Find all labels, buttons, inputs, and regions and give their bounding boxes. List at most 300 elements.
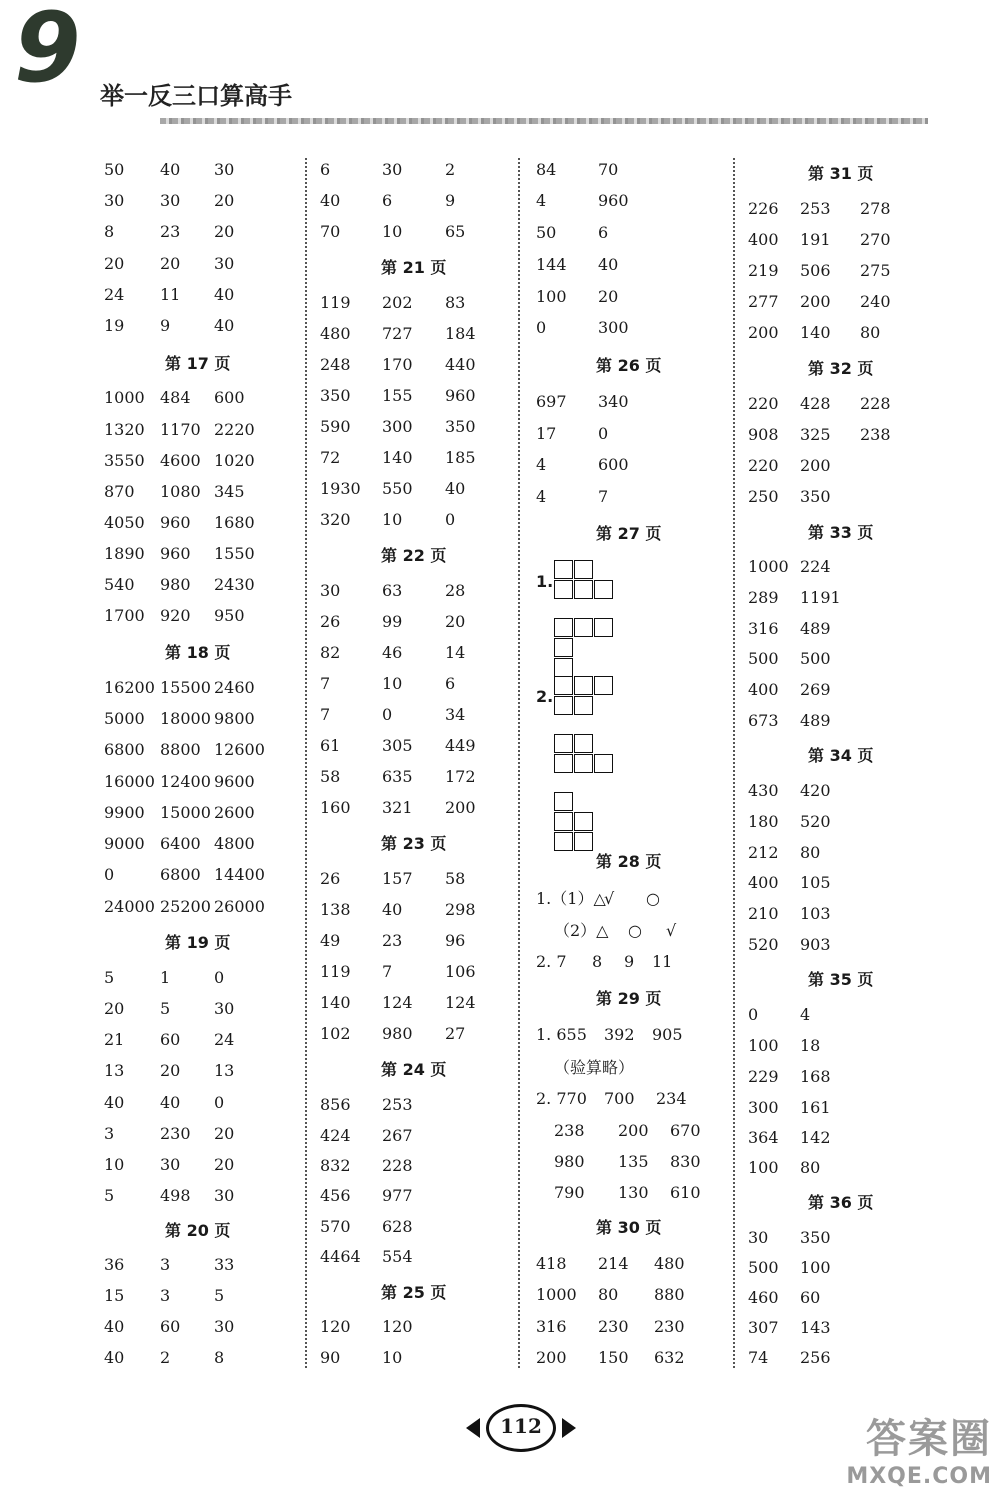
answer-value: 58 bbox=[445, 869, 466, 888]
answer-value: 230 bbox=[160, 1124, 191, 1143]
answer-value: 4050 bbox=[104, 513, 145, 532]
answer-value: 210 bbox=[748, 904, 779, 923]
answer-value: 140 bbox=[800, 323, 831, 342]
answer-value: 350 bbox=[445, 417, 476, 436]
answer-value: 20 bbox=[214, 222, 235, 241]
answer-value: 70 bbox=[320, 222, 341, 241]
answer-value: 590 bbox=[320, 417, 351, 436]
answer-value: 298 bbox=[445, 900, 476, 919]
answer-value: 230 bbox=[654, 1317, 685, 1336]
net-square bbox=[594, 580, 613, 599]
answer-value: 20 bbox=[214, 1155, 235, 1174]
answer-value: 138 bbox=[320, 900, 351, 919]
answer-value: 350 bbox=[800, 487, 831, 506]
answer-value: 4 bbox=[800, 1005, 811, 1024]
answer-value: 832 bbox=[320, 1156, 351, 1175]
answer-value: 727 bbox=[382, 324, 413, 343]
logo-numeral: 9 bbox=[14, 0, 79, 104]
column-divider bbox=[518, 158, 520, 1368]
answer-value: 200 bbox=[536, 1348, 567, 1367]
net-square bbox=[554, 580, 573, 599]
answer-value: 256 bbox=[800, 1348, 831, 1367]
answer-value: 275 bbox=[860, 261, 891, 280]
answer-value: 960 bbox=[160, 544, 191, 563]
net-square bbox=[554, 560, 573, 579]
column-divider bbox=[733, 158, 735, 1368]
answer-value: 908 bbox=[748, 425, 779, 444]
answer-value: 307 bbox=[748, 1318, 779, 1337]
answer-value: 135 bbox=[618, 1152, 649, 1171]
answer-value: 278 bbox=[860, 199, 891, 218]
answer-value: 960 bbox=[598, 191, 629, 210]
net-square bbox=[574, 832, 593, 851]
answer-value: 6 bbox=[598, 223, 609, 242]
answer-value: 9800 bbox=[214, 709, 255, 728]
answer-value: 920 bbox=[160, 606, 191, 625]
answer-value: 253 bbox=[800, 199, 831, 218]
answer-value: 635 bbox=[382, 767, 413, 786]
answer-value: 250 bbox=[748, 487, 779, 506]
net-square bbox=[594, 618, 613, 637]
answer-value: 6 bbox=[382, 191, 393, 210]
net-square bbox=[554, 812, 573, 831]
answer-value: 9600 bbox=[214, 772, 255, 791]
answer-value: 9 bbox=[445, 191, 456, 210]
answer-value: 316 bbox=[748, 619, 779, 638]
answer-value: 100 bbox=[748, 1158, 779, 1177]
answer-value: 30 bbox=[382, 160, 403, 179]
answer-value: 500 bbox=[748, 649, 779, 668]
right-ornament bbox=[562, 1418, 576, 1438]
answer-value: 180 bbox=[748, 812, 779, 831]
answer-value: 520 bbox=[748, 935, 779, 954]
answer-value: 1700 bbox=[104, 606, 145, 625]
answer-value: 100 bbox=[748, 1036, 779, 1055]
section-page-heading: 第 28 页 bbox=[596, 852, 662, 871]
answer-value: 600 bbox=[214, 388, 245, 407]
watermark bbox=[846, 1407, 992, 1489]
answer-value: 977 bbox=[382, 1186, 413, 1205]
answer-value: 980 bbox=[382, 1024, 413, 1043]
answer-value: 124 bbox=[445, 993, 476, 1012]
answer-value: 305 bbox=[382, 736, 413, 755]
answer-value: 3 bbox=[160, 1255, 171, 1274]
answer-value: 30 bbox=[320, 581, 341, 600]
answer-value: 23 bbox=[382, 931, 403, 950]
answer-value: 670 bbox=[670, 1121, 701, 1140]
answer-value: 1 bbox=[160, 968, 171, 987]
answer-value: 10 bbox=[382, 674, 403, 693]
answer-value: 697 bbox=[536, 392, 567, 411]
answer-value: 20 bbox=[445, 612, 466, 631]
answer-value: 36 bbox=[104, 1255, 125, 1274]
answer-value: 160 bbox=[320, 798, 351, 817]
answer-value: 99 bbox=[382, 612, 403, 631]
answer-value: 554 bbox=[382, 1247, 413, 1266]
answer-value: 224 bbox=[800, 557, 831, 576]
section-page-heading: 第 31 页 bbox=[808, 164, 874, 183]
answer-value: 23 bbox=[160, 222, 181, 241]
answer-value: 489 bbox=[800, 711, 831, 730]
answer-value: 40 bbox=[445, 479, 466, 498]
answer-value: 0 bbox=[445, 510, 456, 529]
answer-value: 80 bbox=[860, 323, 881, 342]
answer-value: 24000 bbox=[104, 897, 155, 916]
answer-value: 350 bbox=[800, 1228, 831, 1247]
answer-value: 9900 bbox=[104, 803, 145, 822]
answer-value: 140 bbox=[320, 993, 351, 1012]
answer-value: 102 bbox=[320, 1024, 351, 1043]
answer-value: 1890 bbox=[104, 544, 145, 563]
answer-value: 2600 bbox=[214, 803, 255, 822]
answer-value: 119 bbox=[320, 962, 351, 981]
answer-value: 856 bbox=[320, 1095, 351, 1114]
answer-value: 72 bbox=[320, 448, 341, 467]
answer-value: 74 bbox=[748, 1348, 769, 1367]
answer-value: 106 bbox=[445, 962, 476, 981]
answer-value: 320 bbox=[320, 510, 351, 529]
answer-value: 65 bbox=[445, 222, 466, 241]
answer-value: 428 bbox=[800, 394, 831, 413]
answer-value: 18000 bbox=[160, 709, 211, 728]
answer-value: 905 bbox=[652, 1025, 683, 1044]
answer-value: 484 bbox=[160, 388, 191, 407]
answer-value: 500 bbox=[800, 649, 831, 668]
answer-value: 15000 bbox=[160, 803, 211, 822]
answer-value: 5000 bbox=[104, 709, 145, 728]
answer-value: 600 bbox=[598, 455, 629, 474]
answer-value: 30 bbox=[214, 1317, 235, 1336]
answer-value: 267 bbox=[382, 1126, 413, 1145]
answer-value: 21 bbox=[104, 1030, 125, 1049]
answer-value: 3550 bbox=[104, 451, 145, 470]
answer-value: 226 bbox=[748, 199, 779, 218]
answer-value: 12600 bbox=[214, 740, 265, 759]
net-square bbox=[554, 696, 573, 715]
answer-value: 24 bbox=[214, 1030, 235, 1049]
answer-value: 10 bbox=[382, 222, 403, 241]
answer-value: 40 bbox=[160, 1093, 181, 1112]
answer-value: 61 bbox=[320, 736, 341, 755]
answer-value: 202 bbox=[382, 293, 413, 312]
answer-value: 277 bbox=[748, 292, 779, 311]
answer-value: 9 bbox=[160, 316, 171, 335]
answer-value: 58 bbox=[320, 767, 341, 786]
answer-value: √ bbox=[604, 889, 615, 908]
section-page-heading: 第 17 页 bbox=[165, 354, 231, 373]
answer-value: 550 bbox=[382, 479, 413, 498]
page-number: 112 bbox=[500, 1414, 542, 1438]
answer-value: 82 bbox=[320, 643, 341, 662]
answer-value: 40 bbox=[104, 1348, 125, 1367]
section-page-heading: 第 20 页 bbox=[165, 1221, 231, 1240]
answer-value: 628 bbox=[382, 1217, 413, 1236]
left-ornament bbox=[466, 1418, 480, 1438]
answer-value: 18 bbox=[800, 1036, 821, 1055]
net-square bbox=[554, 754, 573, 773]
answer-value: 229 bbox=[748, 1067, 779, 1086]
answer-value: 8 bbox=[214, 1348, 225, 1367]
answer-value: 119 bbox=[320, 293, 351, 312]
answer-value: 6400 bbox=[160, 834, 201, 853]
answer-value: 289 bbox=[748, 588, 779, 607]
answer-value: 63 bbox=[382, 581, 403, 600]
answer-value: 219 bbox=[748, 261, 779, 280]
watermark-line-1: 答案圈 bbox=[866, 1416, 992, 1462]
section-page-heading: 第 30 页 bbox=[596, 1218, 662, 1237]
answer-value: 1170 bbox=[160, 420, 201, 439]
answer-value: 90 bbox=[320, 1348, 341, 1367]
answer-value: 170 bbox=[382, 355, 413, 374]
answer-value: 0 bbox=[748, 1005, 759, 1024]
answer-value: 2 bbox=[160, 1348, 171, 1367]
answer-value: 120 bbox=[320, 1317, 351, 1336]
answer-value: 2. 770 bbox=[536, 1089, 587, 1108]
answer-value: 980 bbox=[554, 1152, 585, 1171]
answer-value: 220 bbox=[748, 456, 779, 475]
answer-value: 1. 655 bbox=[536, 1025, 587, 1044]
section-page-heading: 第 18 页 bbox=[165, 643, 231, 662]
section-page-heading: 第 32 页 bbox=[808, 359, 874, 378]
answer-value: 60 bbox=[160, 1030, 181, 1049]
answer-value: 10 bbox=[104, 1155, 125, 1174]
answer-value: 49 bbox=[320, 931, 341, 950]
net-square bbox=[554, 832, 573, 851]
answer-value: 200 bbox=[618, 1121, 649, 1140]
answer-value: 400 bbox=[748, 230, 779, 249]
answer-value: 185 bbox=[445, 448, 476, 467]
net-square bbox=[554, 658, 573, 677]
section-page-heading: 第 27 页 bbox=[596, 524, 662, 543]
answer-value: （验算略） bbox=[554, 1058, 635, 1077]
answer-value: 124 bbox=[382, 993, 413, 1012]
net-square bbox=[594, 754, 613, 773]
answer-value: 364 bbox=[748, 1128, 779, 1147]
question-number: 2. bbox=[536, 687, 554, 706]
answer-value: 253 bbox=[382, 1095, 413, 1114]
answer-value: 28 bbox=[445, 581, 466, 600]
net-square bbox=[554, 638, 573, 657]
answer-value: 30 bbox=[160, 1155, 181, 1174]
answer-value: 4800 bbox=[214, 834, 255, 853]
answer-value: 345 bbox=[214, 482, 245, 501]
answer-value: 489 bbox=[800, 619, 831, 638]
answer-value: 248 bbox=[320, 355, 351, 374]
answer-value: 6800 bbox=[104, 740, 145, 759]
answer-value: 14 bbox=[445, 643, 466, 662]
answer-value: 570 bbox=[320, 1217, 351, 1236]
answer-value: 70 bbox=[598, 160, 619, 179]
answer-value: 15500 bbox=[160, 678, 211, 697]
answer-value: 500 bbox=[748, 1258, 779, 1277]
answer-value: 673 bbox=[748, 711, 779, 730]
net-square bbox=[554, 618, 573, 637]
net-square bbox=[574, 734, 593, 753]
answer-value: 200 bbox=[445, 798, 476, 817]
answer-value: 3 bbox=[104, 1124, 115, 1143]
answer-value: 1191 bbox=[800, 588, 841, 607]
answer-value: 321 bbox=[382, 798, 413, 817]
answer-value: 13 bbox=[214, 1061, 235, 1080]
answer-value: 191 bbox=[800, 230, 831, 249]
answer-value: 40 bbox=[104, 1317, 125, 1336]
answer-value: 420 bbox=[800, 781, 831, 800]
answer-value: 100 bbox=[800, 1258, 831, 1277]
answer-value: 300 bbox=[598, 318, 629, 337]
answer-value: 19 bbox=[104, 316, 125, 335]
section-page-heading: 第 21 页 bbox=[381, 258, 447, 277]
answer-value: 30 bbox=[214, 254, 235, 273]
answer-value: 40 bbox=[214, 316, 235, 335]
answer-value: 7 bbox=[320, 705, 331, 724]
answer-value: 4464 bbox=[320, 1247, 361, 1266]
answer-value: 12400 bbox=[160, 772, 211, 791]
question-number: 1. bbox=[536, 572, 554, 591]
answer-value: 0 bbox=[214, 968, 225, 987]
series-title: 举一反三口算高手 bbox=[100, 82, 292, 110]
answer-value: 4 bbox=[536, 487, 547, 506]
answer-value: 14400 bbox=[214, 865, 265, 884]
answer-value: ○ bbox=[628, 921, 642, 940]
answer-value: 20 bbox=[160, 1061, 181, 1080]
section-page-heading: 第 34 页 bbox=[808, 746, 874, 765]
answer-value: 24 bbox=[104, 285, 125, 304]
answer-value: 80 bbox=[800, 843, 821, 862]
answer-value: 96 bbox=[445, 931, 466, 950]
answer-value: 25200 bbox=[160, 897, 211, 916]
answer-value: √ bbox=[666, 921, 677, 940]
answer-value: 40 bbox=[598, 255, 619, 274]
answer-value: 5 bbox=[160, 999, 171, 1018]
answer-value: 960 bbox=[160, 513, 191, 532]
section-page-heading: 第 24 页 bbox=[381, 1060, 447, 1079]
answer-value: 1680 bbox=[214, 513, 255, 532]
answer-value: 155 bbox=[382, 386, 413, 405]
answer-value: 33 bbox=[214, 1255, 235, 1274]
column-divider bbox=[305, 158, 307, 1368]
answer-value: 50 bbox=[104, 160, 125, 179]
answer-value: 870 bbox=[104, 482, 135, 501]
answer-value: 8 bbox=[592, 952, 603, 971]
answer-value: 0 bbox=[598, 424, 609, 443]
answer-value: 1930 bbox=[320, 479, 361, 498]
net-square bbox=[574, 696, 593, 715]
answer-value: 17 bbox=[536, 424, 557, 443]
answer-value: 540 bbox=[104, 575, 135, 594]
net-square bbox=[554, 734, 573, 753]
answer-value: 700 bbox=[604, 1089, 635, 1108]
section-page-heading: 第 36 页 bbox=[808, 1193, 874, 1212]
answer-value: 960 bbox=[445, 386, 476, 405]
section-page-heading: 第 29 页 bbox=[596, 989, 662, 1008]
answer-value: 27 bbox=[445, 1024, 466, 1043]
answer-value: 103 bbox=[800, 904, 831, 923]
net-square bbox=[574, 618, 593, 637]
answer-value: 20 bbox=[160, 254, 181, 273]
answer-value: 400 bbox=[748, 873, 779, 892]
answer-value: 1320 bbox=[104, 420, 145, 439]
answer-value: 16200 bbox=[104, 678, 155, 697]
answer-value: 30 bbox=[160, 191, 181, 210]
answer-value: 392 bbox=[604, 1025, 635, 1044]
answer-value: 430 bbox=[748, 781, 779, 800]
answer-value: 144 bbox=[536, 255, 567, 274]
answer-value: 172 bbox=[445, 767, 476, 786]
section-page-heading: 第 26 页 bbox=[596, 356, 662, 375]
net-square bbox=[554, 676, 573, 695]
answer-value: 610 bbox=[670, 1183, 701, 1202]
answer-value: 130 bbox=[618, 1183, 649, 1202]
answer-value: 316 bbox=[536, 1317, 567, 1336]
answer-value: 449 bbox=[445, 736, 476, 755]
answer-value: 418 bbox=[536, 1254, 567, 1273]
answer-value: 26000 bbox=[214, 897, 265, 916]
answer-value: 424 bbox=[320, 1126, 351, 1145]
answer-value: 7 bbox=[320, 674, 331, 693]
answer-value: 460 bbox=[748, 1288, 779, 1307]
answer-value: 143 bbox=[800, 1318, 831, 1337]
answer-value: 230 bbox=[598, 1317, 629, 1336]
answer-value: 30 bbox=[748, 1228, 769, 1247]
answer-value: 0 bbox=[536, 318, 547, 337]
answer-value: （2）△ bbox=[554, 921, 609, 940]
answer-value: 60 bbox=[800, 1288, 821, 1307]
answer-value: 1080 bbox=[160, 482, 201, 501]
answer-value: 980 bbox=[160, 575, 191, 594]
answer-value: 2220 bbox=[214, 420, 255, 439]
answer-value: 3 bbox=[160, 1286, 171, 1305]
answer-value: 1000 bbox=[536, 1285, 577, 1304]
answer-value: 400 bbox=[748, 680, 779, 699]
answer-value: 80 bbox=[598, 1285, 619, 1304]
answer-value: 20 bbox=[104, 999, 125, 1018]
answer-value: 238 bbox=[554, 1121, 585, 1140]
answer-value: 7 bbox=[598, 487, 609, 506]
answer-value: 240 bbox=[860, 292, 891, 311]
answer-value: 20 bbox=[598, 287, 619, 306]
answer-value: 2 bbox=[445, 160, 456, 179]
section-page-heading: 第 23 页 bbox=[381, 834, 447, 853]
answer-value: 46 bbox=[382, 643, 403, 662]
answer-value: 13 bbox=[104, 1061, 125, 1080]
answer-value: 950 bbox=[214, 606, 245, 625]
answer-value: 100 bbox=[536, 287, 567, 306]
answer-value: 16000 bbox=[104, 772, 155, 791]
answer-value: 1020 bbox=[214, 451, 255, 470]
answer-value: 30 bbox=[214, 1186, 235, 1205]
section-page-heading: 第 35 页 bbox=[808, 970, 874, 989]
answer-value: 2430 bbox=[214, 575, 255, 594]
answer-value: 5 bbox=[214, 1286, 225, 1305]
answer-value: 480 bbox=[320, 324, 351, 343]
answer-value: 4 bbox=[536, 191, 547, 210]
answer-value: 120 bbox=[382, 1317, 413, 1336]
answer-value: 157 bbox=[382, 869, 413, 888]
answer-value: 83 bbox=[445, 293, 466, 312]
answer-value: 0 bbox=[382, 705, 393, 724]
answer-value: 4 bbox=[536, 455, 547, 474]
page-number-badge bbox=[462, 1400, 582, 1456]
answer-value: 200 bbox=[800, 456, 831, 475]
section-page-heading: 第 33 页 bbox=[808, 523, 874, 542]
answer-value: 140 bbox=[382, 448, 413, 467]
answer-value: 30 bbox=[214, 160, 235, 179]
answer-value: 20 bbox=[104, 254, 125, 273]
answer-value: 40 bbox=[160, 160, 181, 179]
answer-value: 880 bbox=[654, 1285, 685, 1304]
answer-value: 168 bbox=[800, 1067, 831, 1086]
net-square bbox=[594, 676, 613, 695]
